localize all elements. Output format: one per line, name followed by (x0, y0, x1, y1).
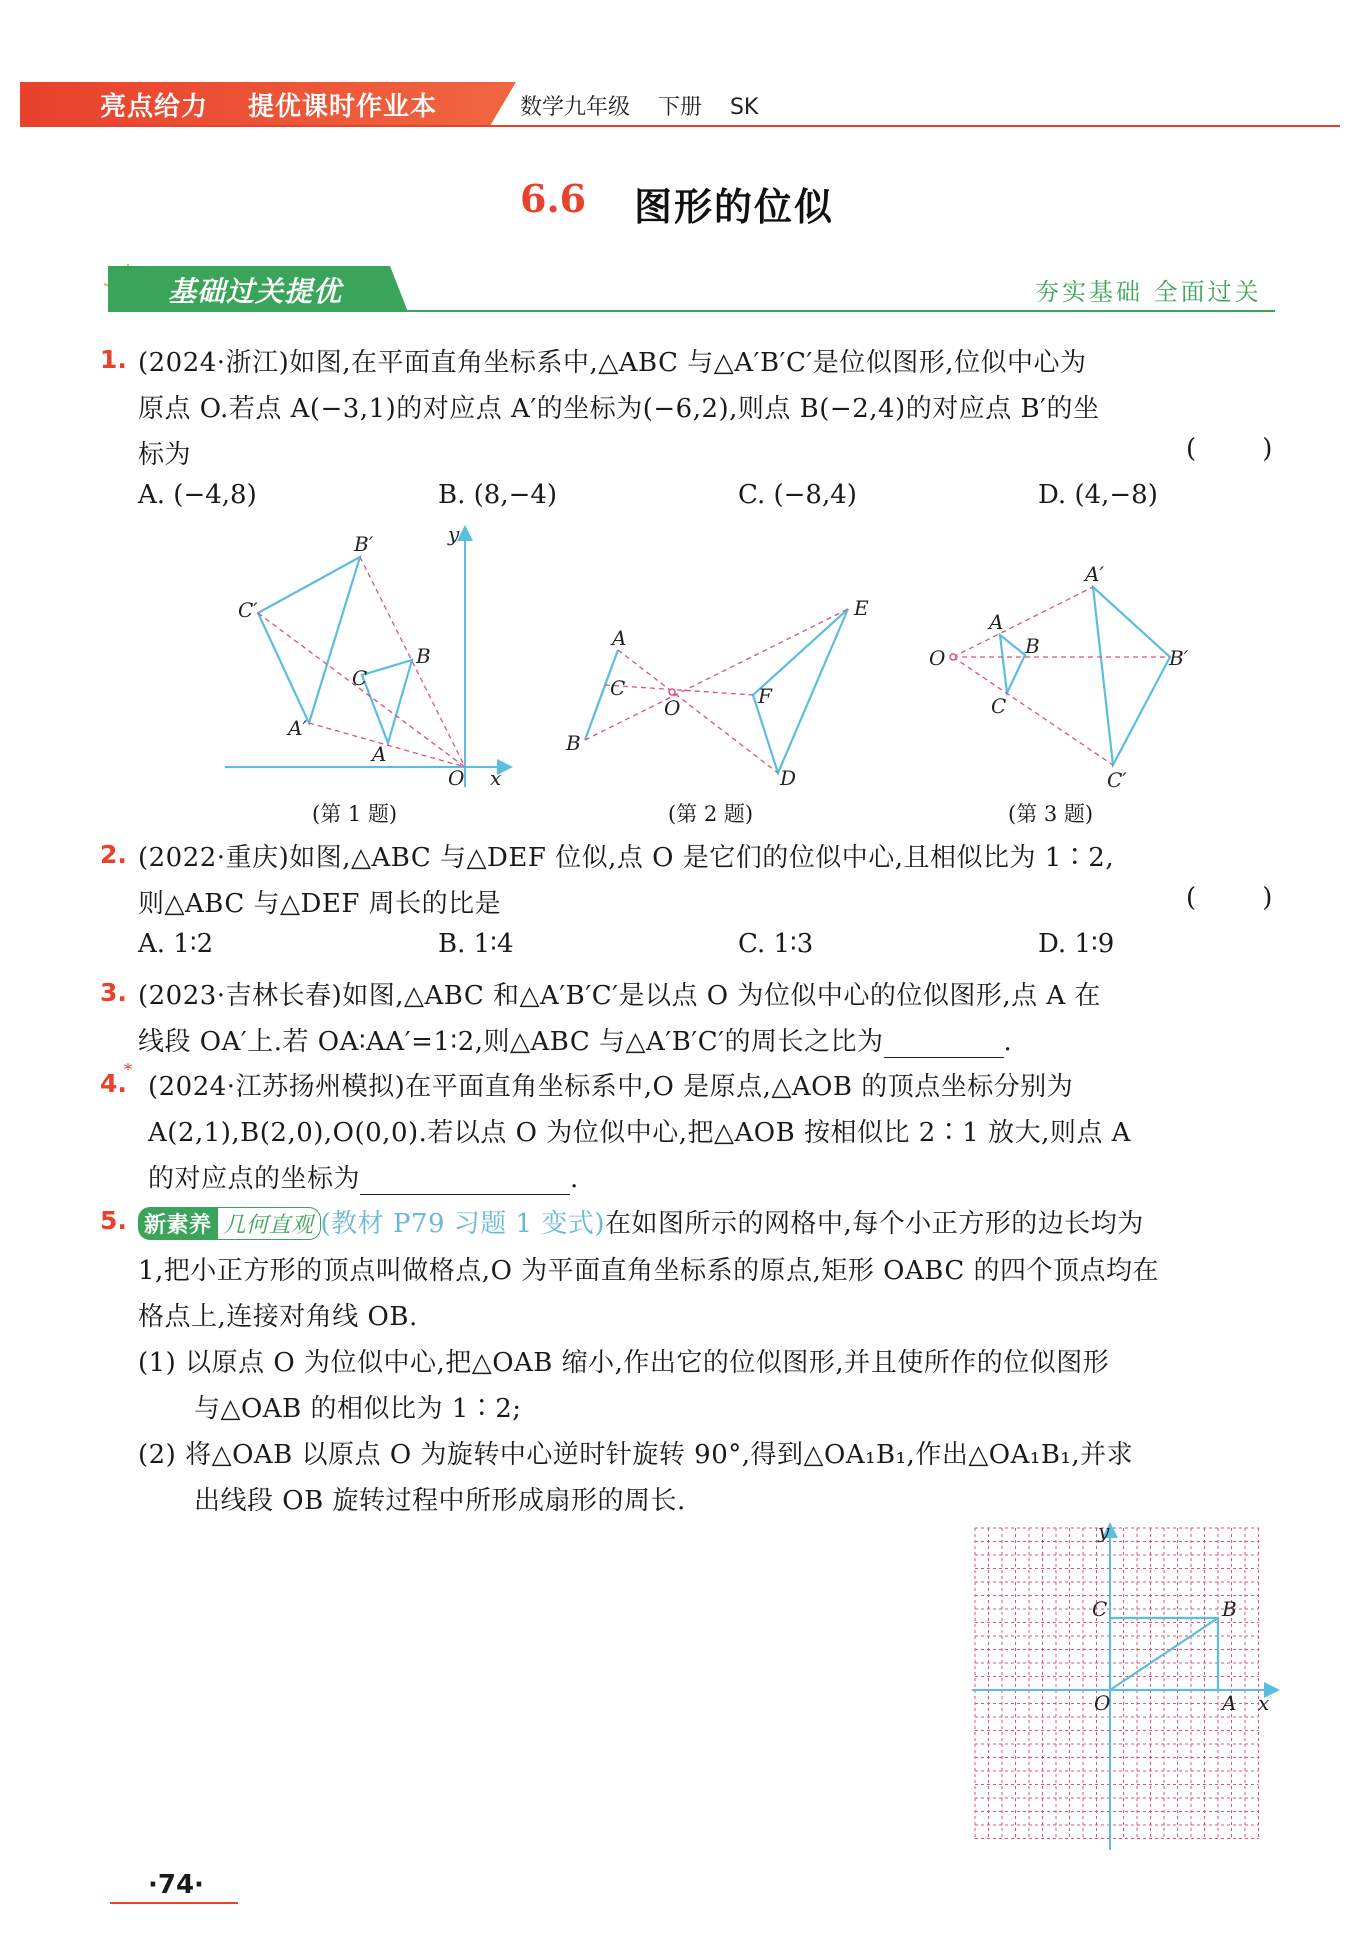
q5-line1-text: 在如图所示的网格中,每个小正方形的边长均为 (605, 1209, 1144, 1239)
q4-line2: A(2,1),B(2,0),O(0,0).若以点 O 为位似中心,把△AOB 按相似比 2∶1 放大,则点 A (148, 1118, 1131, 1148)
fig3-label-bprime: B′ (1169, 646, 1189, 670)
q3-line2-text: 线段 OA′上.若 OA∶AA′=1∶2,则△ABC 与△A′B′C′的周长之比为 (138, 1027, 884, 1057)
fig2-label-d: D (780, 766, 797, 790)
q5-sub1-line2: 与△OAB 的相似比为 1∶2; (194, 1394, 522, 1424)
figure-3-diagram (925, 565, 1205, 795)
q4-number: 4. (100, 1069, 127, 1098)
fig1-triangle-abc (362, 660, 412, 743)
q1-option-c[interactable]: C. (−8,4) (738, 480, 857, 510)
fig1-label-aprime: A′ (288, 716, 307, 740)
q1-option-a[interactable]: A. (−4,8) (138, 480, 257, 510)
q2-option-c[interactable]: C. 1∶3 (738, 929, 814, 959)
q4-line3 (148, 1158, 579, 1195)
fig2-label-c: C (610, 676, 626, 700)
q3-number: 3. (100, 978, 127, 1007)
figure-2-diagram (560, 595, 880, 795)
q2-line2: 则△ABC 与△DEF 周长的比是 (138, 889, 502, 919)
figure-1-diagram (220, 525, 520, 795)
q5-label-o: O (1094, 1691, 1111, 1715)
q4-answer-blank[interactable] (360, 1164, 570, 1195)
section-title: 图形的位似 (634, 184, 835, 229)
page-number: ·74· (148, 1870, 204, 1900)
q5-badge-literacy: 新素养 (138, 1207, 218, 1240)
fig2-label-o: O (664, 696, 681, 720)
banner-label: 基础过关提优 (168, 275, 343, 308)
q4-end: . (570, 1164, 579, 1194)
q5-sub2-line2: 出线段 OB 旋转过程中所形成扇形的周长. (194, 1486, 686, 1516)
q3-line1: (2023·吉林长春)如图,△ABC 和△A′B′C′是以点 O 为位似中心的位似图形,点 A 在 (138, 981, 1101, 1011)
fig3-label-c: C (991, 694, 1007, 718)
fig2-label-b: B (566, 731, 581, 755)
q4-line3-text: 的对应点的坐标为 (148, 1164, 361, 1194)
section-number: 6.6 (520, 176, 587, 221)
q1-option-b[interactable]: B. (8,−4) (438, 480, 558, 510)
q1-number: 1. (100, 345, 127, 374)
q5-label-c: C (1092, 1597, 1108, 1621)
fig1-label-o: O (448, 766, 465, 790)
q5-badge-geometry: 几何直观 (218, 1207, 321, 1240)
fig1-label-y: y (448, 525, 460, 546)
q2-option-a[interactable]: A. 1∶2 (138, 929, 214, 959)
q5-label-y: y (1098, 1520, 1110, 1543)
q4-star: * (124, 1060, 132, 1079)
q5-label-a: A (1222, 1691, 1237, 1715)
fig3-label-b: B (1025, 634, 1040, 658)
fig1-label-c: C (352, 666, 368, 690)
q5-number: 5. (100, 1206, 127, 1235)
figure-1-caption: (第 1 题) (312, 802, 398, 826)
figure-3-caption: (第 3 题) (1008, 802, 1094, 826)
banner-rule (395, 310, 1275, 312)
q5-line1 (138, 1203, 1144, 1240)
q1-line2: 原点 O.若点 A(−3,1)的对应点 A′的坐标为(−6,2),则点 B(−2,4)的对应点 B′的坐 (138, 394, 1100, 424)
header-brand: 亮点给力 (100, 92, 209, 122)
fig1-label-a: A (372, 742, 387, 766)
q5-sub1-line1: (1) 以原点 O 为位似中心,把△OAB 缩小,作出它的位似图形,并且使所作的位似图形 (138, 1348, 1110, 1378)
page-number-rule (110, 1902, 238, 1904)
fig3-label-cprime: C′ (1107, 768, 1127, 792)
fig3-label-a: A (989, 610, 1004, 634)
q4-line1: (2024·江苏扬州模拟)在平面直角坐标系中,O 是原点,△AOB 的顶点坐标分别为 (148, 1072, 1074, 1102)
q1-answer-paren[interactable]: ( ) (1186, 434, 1273, 464)
fig1-label-x: x (490, 766, 502, 790)
q3-answer-blank[interactable] (884, 1027, 1004, 1058)
fig3-label-o: O (929, 646, 946, 670)
q5-textbook-note: (教材 P79 习题 1 变式) (320, 1209, 605, 1239)
fig2-label-f: F (758, 684, 772, 708)
fig1-label-b: B (416, 644, 431, 668)
fig1-label-bprime: B′ (354, 532, 374, 556)
figure-2-caption: (第 2 题) (668, 802, 754, 826)
q1-option-d[interactable]: D. (4,−8) (1038, 480, 1158, 510)
q1-line3: 标为 (138, 440, 192, 470)
q5-label-b: B (1222, 1597, 1237, 1621)
fig2-label-a: A (612, 626, 627, 650)
header-book-title: 提优课时作业本 (248, 92, 438, 122)
q5-line3: 格点上,连接对角线 OB. (138, 1302, 418, 1332)
q1-line1: (2024·浙江)如图,在平面直角坐标系中,△ABC 与△A′B′C′是位似图形,位似中心为 (138, 348, 1087, 378)
q5-grid-lines (975, 1528, 1259, 1839)
header-rule (20, 125, 1340, 127)
fig3-triangle-abc-prime (1093, 587, 1170, 765)
q3-line2 (138, 1021, 1012, 1058)
q2-answer-paren[interactable]: ( ) (1186, 883, 1273, 913)
q5-line2: 1,把小正方形的顶点叫做格点,O 为平面直角坐标系的原点,矩形 OABC 的四个顶点均在 (138, 1256, 1160, 1286)
q2-option-b[interactable]: B. 1∶4 (438, 929, 514, 959)
q2-line1: (2022·重庆)如图,△ABC 与△DEF 位似,点 O 是它们的位似中心,且相似比为 1∶2, (138, 843, 1115, 873)
q5-grid-diagram (960, 1520, 1280, 1860)
q2-option-d[interactable]: D. 1∶9 (1038, 929, 1115, 959)
q2-number: 2. (100, 840, 127, 869)
q3-end: . (1003, 1027, 1013, 1057)
fig1-label-cprime: C′ (238, 598, 258, 622)
fig3-label-aprime: A′ (1085, 565, 1104, 586)
header-grade-info: 数学九年级 下册 SK (520, 95, 759, 120)
fig1-triangle-abc-prime (258, 557, 360, 723)
q5-sub2-line1: (2) 将△OAB 以原点 O 为旋转中心逆时针旋转 90°,得到△OA₁B₁,作出△OA₁B₁,并求 (138, 1440, 1134, 1470)
banner-motto: 夯实基础 全面过关 (1035, 278, 1262, 306)
fig3-triangle-abc (1000, 635, 1025, 693)
q5-label-x: x (1258, 1691, 1270, 1715)
fig2-label-e: E (854, 596, 869, 620)
